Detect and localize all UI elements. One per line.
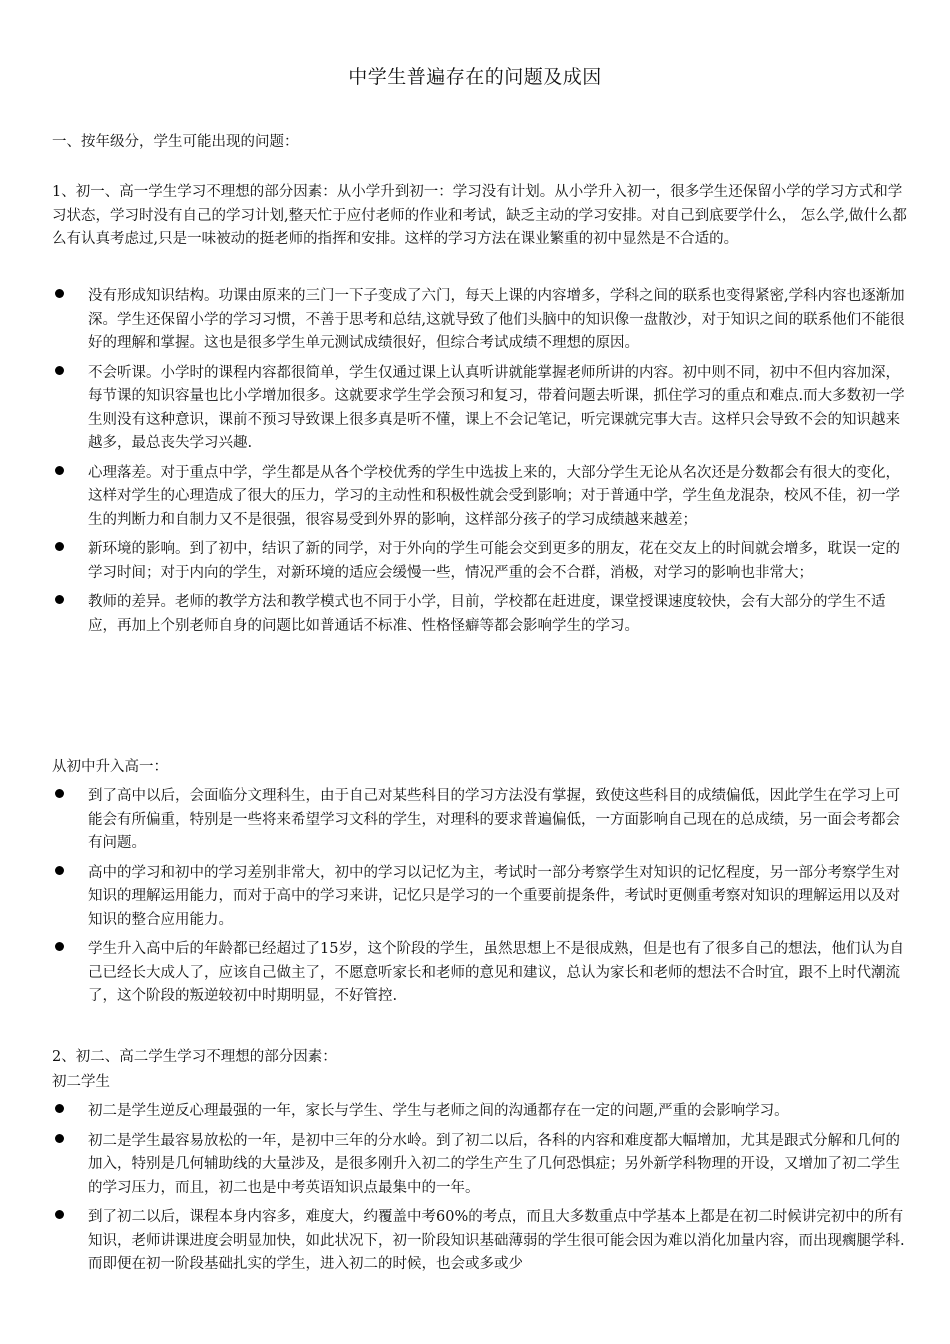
list-item xyxy=(52,538,912,585)
list-item xyxy=(52,362,912,456)
page-title: 中学生普遍存在的问题及成因 xyxy=(348,66,602,88)
list-item xyxy=(52,1130,912,1201)
list-item-text: 不会听课。小学时的课程内容都很简单，学生仅通过课上认真听讲就能掌握老师所讲的内容。初中则不同，初中不但内容加深，每节课的知识容量也比小学增加很多。这就要求学生学会预习和复习，带着问题去听课，抓住学习的重点和难点.而大多数初一学生则没有这种意识，课前不预习导致课上很多真是听不懂，课上不会记笔记，听完课就完事大吉。这样只会导致不会的知识越来越多，最总丧失学习兴趣. xyxy=(88,364,905,451)
list-item-text: 没有形成知识结构。功课由原来的三门一下子变成了六门，每天上课的内容增多，学科之间的联系也变得紧密,学科内容也逐渐加深。学生还保留小学的学习习惯，不善于思考和总结,这就导致了他们头脑中的知识像一盘散沙，对于知识之间的联系他们不能很好的理解和掌握。这也是很多学生单元测试成绩很好，但综合考试成绩不理想的原因。 xyxy=(88,288,905,351)
list-item-text: 到了初二以后，课程本身内容多，难度大，约覆盖中考60%的考点，而且大多数重点中学基本上都是在初二时候讲完初中的所有知识，老师讲课进度会明显加快，如此状况下，初一阶段知识基础薄弱的学生很可能会因为难以消化加量内容，而出现瘸腿学科.而即便在初一阶段基础扎实的学生，进入初二的时候，也会或多或少 xyxy=(88,1209,905,1272)
bullet-dot-icon xyxy=(55,542,64,551)
bullet-list-grade7-factors xyxy=(52,285,912,644)
list-item-text: 新环境的影响。到了初中，结识了新的同学，对于外向的学生可能会交到更多的朋友，花在交友上的时间就会增多，耽误一定的学习时间；对于内向的学生，对新环境的适应会缓慢一些，情况严重的会不合群，消极，对学习的影响也非常大； xyxy=(88,541,900,581)
list-item-text: 到了高中以后，会面临分文理科生，由于自己对某些科目的学习方法没有掌握，致使这些科目的成绩偏低，因此学生在学习上可能会有所偏重，特别是一些将来希望学习文科的学生，对理科的要求普遍偏低，一方面影响自己现在的总成绩，另一面会考都会有问题。 xyxy=(88,788,900,851)
section-heading-1: 一、按年级分，学生可能出现的问题： xyxy=(52,134,299,150)
bullet-dot-icon xyxy=(55,1104,64,1113)
subheading-grade8: 初二学生 xyxy=(52,1074,110,1090)
paragraph-grade-1: 1、初一、高一学生学习不理想的部分因素：从小学升到初一：学习没有计划。从小学升入初一，很多学生还保留小学的学习方式和学习状态，学习时没有自己的学习计划,整天忙于应付老师的作业和考试，缺乏主动的学习安排。对自己到底要学什么， 怎么学,做什么都么有认真考虑过,只是一味被动的挺老师的指挥和安排。这样的学习方法在课业繁重的初中显然是不合适的。 xyxy=(52,184,907,247)
list-item-text: 初二是学生逆反心理最强的一年，家长与学生、学生与老师之间的沟通都存在一定的问题,严重的会影响学习。 xyxy=(88,1103,789,1119)
bullet-dot-icon xyxy=(55,942,64,951)
list-item xyxy=(52,591,912,638)
list-item xyxy=(52,938,912,1009)
list-item xyxy=(52,1100,912,1124)
list-item xyxy=(52,1206,912,1277)
paragraph-grade-2: 2、初二、高二学生学习不理想的部分因素： xyxy=(52,1049,337,1065)
bullet-dot-icon xyxy=(55,366,64,375)
bullet-dot-icon xyxy=(55,466,64,475)
bullet-dot-icon xyxy=(55,595,64,604)
subheading-senior-one: 从初中升入高一： xyxy=(52,759,168,775)
list-item xyxy=(52,862,912,933)
bullet-dot-icon xyxy=(55,866,64,875)
list-item-text: 初二是学生最容易放松的一年，是初中三年的分水岭。到了初二以后，各科的内容和难度都大幅增加，尤其是跟式分解和几何的加入，特别是几何辅助线的大量涉及，是很多刚升入初二的学生产生了几何恐惧症；另外新学科物理的开设，又增加了初二学生的学习压力，而且，初二也是中考英语知识点最集中的一年。 xyxy=(88,1132,900,1196)
list-item xyxy=(52,285,912,356)
list-item xyxy=(52,785,912,856)
list-item xyxy=(52,462,912,533)
list-item-text: 教师的差异。老师的教学方法和教学模式也不同于小学，目前，学校都在赶进度，课堂授课速度较快，会有大部分的学生不适应，再加上个别老师自身的问题比如普通话不标准、性格怪癖等都会影响学生的学习。 xyxy=(88,594,886,634)
bullet-list-grade10-factors xyxy=(52,785,912,1015)
bullet-dot-icon xyxy=(55,289,64,298)
bullet-list-grade8-factors xyxy=(52,1100,912,1283)
bullet-dot-icon xyxy=(55,1134,64,1143)
bullet-dot-icon xyxy=(55,789,64,798)
list-item-text: 学生升入高中后的年龄都已经超过了15岁，这个阶段的学生，虽然思想上不是很成熟，但是也有了很多自己的想法，他们认为自己已经长大成人了，应该自己做主了，不愿意听家长和老师的意见和建议，总认为家长和老师的想法不合时宜，跟不上时代潮流了，这个阶段的叛逆较初中时期明显，不好管控. xyxy=(88,941,904,1004)
list-item-text: 高中的学习和初中的学习差别非常大，初中的学习以记忆为主，考试时一部分考察学生对知识的记忆程度，另一部分考察学生对知识的理解运用能力，而对于高中的学习来讲，记忆只是学习的一个重要前提条件，考试时更侧重考察对知识的理解运用以及对知识的整合应用能力。 xyxy=(88,864,900,928)
list-item-text: 心理落差。对于重点中学，学生都是从各个学校优秀的学生中选拔上来的，大部分学生无论从名次还是分数都会有很大的变化，这样对学生的心理造成了很大的压力，学习的主动性和积极性就会受到影响；对于普通中学，学生鱼龙混杂，校风不佳，初一学生的判断力和自制力又不是很强，很容易受到外界的影响，这样部分孩子的学习成绩越来越差； xyxy=(88,464,900,528)
bullet-dot-icon xyxy=(55,1210,64,1219)
